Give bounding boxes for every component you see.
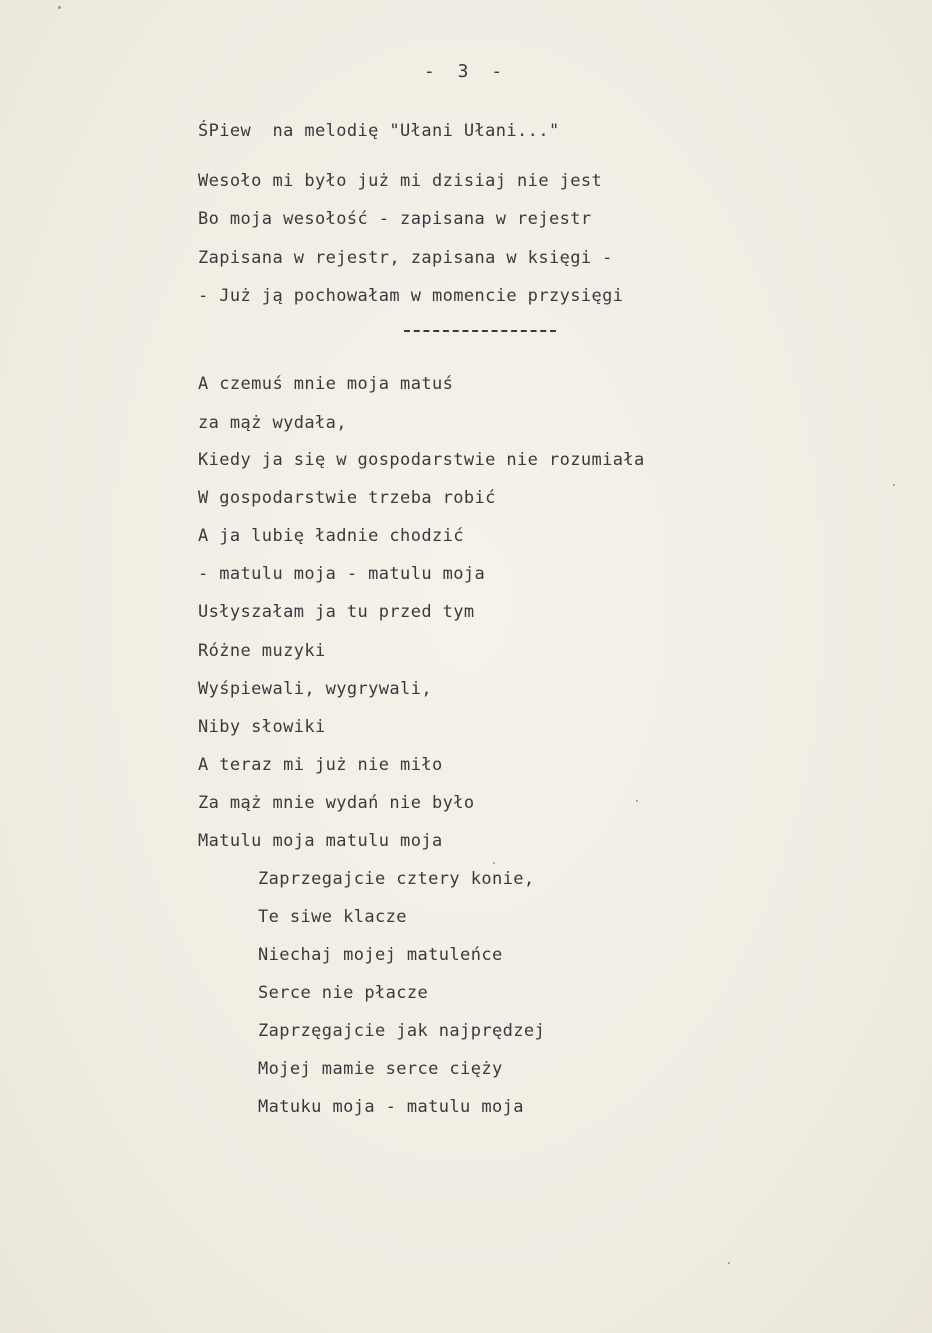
- verse-line: - Już ją pochowałam w momencie przysięgi: [198, 286, 624, 306]
- verse-line: W gospodarstwie trzeba robić: [198, 488, 496, 508]
- verse-line: Usłyszałam ja tu przed tym: [198, 602, 475, 622]
- verse-line: A czemuś mnie moja matuś: [198, 374, 454, 394]
- paper-speck: [58, 6, 61, 9]
- verse-line: Niby słowiki: [198, 717, 326, 737]
- paper-speck: [728, 1262, 730, 1264]
- verse-line: Wesoło mi było już mi dzisiaj nie jest: [198, 171, 603, 191]
- verse-line: Bo moja wesołość - zapisana w rejestr: [198, 209, 592, 229]
- verse-line: Zaprzęgajcie jak najprędzej: [258, 1021, 546, 1041]
- verse-line: - matulu moja - matulu moja: [198, 564, 486, 584]
- verse-line: A ja lubię ładnie chodzić: [198, 526, 464, 546]
- paper-speck: [493, 862, 495, 864]
- verse-line: Niechaj mojej matuleńce: [258, 945, 503, 965]
- verse-line: Matuku moja - matulu moja: [258, 1097, 524, 1117]
- verse-line: Zapisana w rejestr, zapisana w księgi -: [198, 248, 613, 268]
- verse-line: Kiedy ja się w gospodarstwie nie rozumiała: [198, 450, 645, 470]
- verse-line: Serce nie płacze: [258, 983, 429, 1003]
- verse-line: Matulu moja matulu moja: [198, 831, 443, 851]
- verse-line: Wyśpiewali, wygrywali,: [198, 679, 432, 699]
- verse-line: za mąż wydała,: [198, 413, 347, 433]
- section-divider: [404, 330, 556, 332]
- verse-line: Te siwe klacze: [258, 907, 407, 927]
- page-number: - 3 -: [423, 61, 509, 82]
- verse-line: A teraz mi już nie miło: [198, 755, 443, 775]
- verse-line: Mojej mamie serce cięży: [258, 1059, 503, 1079]
- paper-speck: [636, 800, 638, 802]
- verse-line: Za mąż mnie wydań nie było: [198, 793, 475, 813]
- verse-line: Różne muzyki: [198, 641, 326, 661]
- song-heading: ŚPiew na melodię "Ułani Ułani...": [198, 121, 560, 141]
- paper-speck: [893, 484, 895, 486]
- verse-line: Zaprzegajcie cztery konie,: [258, 869, 535, 889]
